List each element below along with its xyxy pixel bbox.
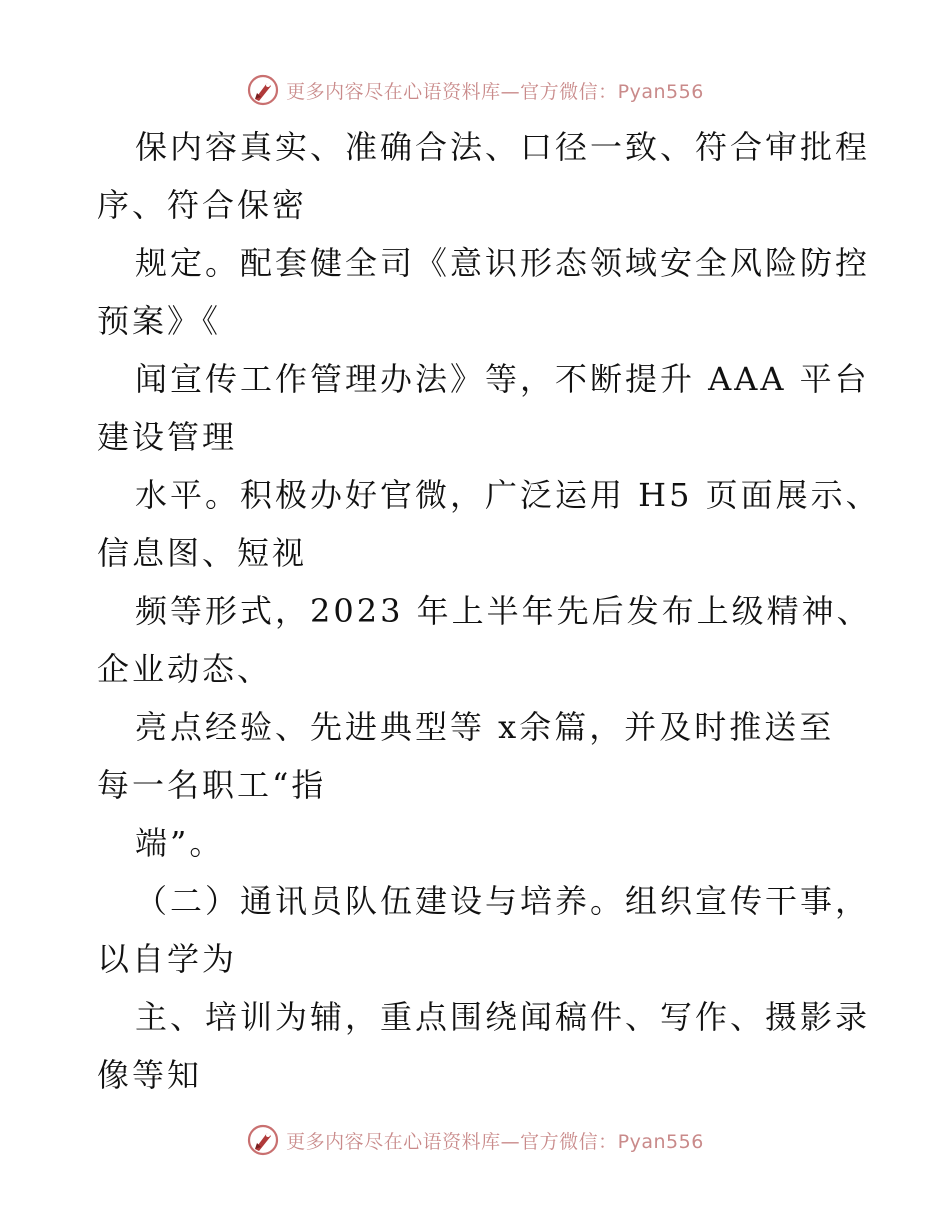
footer-watermark [0,1120,950,1160]
text-line: 预案》《 [97,302,222,340]
document-body [97,118,881,1104]
text-line: 水平。积极办好官微，广泛运用 H5 页面展示、 [135,476,881,514]
text-line: 规定。配套健全司《意识形态领域安全风险防控 [135,244,871,282]
text-line: 以自学为 [97,940,238,978]
text-line: 端”。 [135,824,225,862]
text-line: （二）通讯员队伍建设与培养。组织宣传干事， [135,882,871,920]
text-line: 闻宣传工作管理办法》等，不断提升 AAA 平台 [135,360,870,398]
text-line: 亮点经验、先进典型等 x余篇，并及时推送至 [135,708,835,746]
text-line: 建设管理 [97,418,238,456]
header-watermark [0,70,950,110]
watermark-text: 更多内容尽在心语资料库—官方微信：Pyan556 [286,80,704,103]
text-line: 企业动态、 [97,650,273,688]
watermark-text: 更多内容尽在心语资料库—官方微信：Pyan556 [286,1130,704,1153]
text-line: 序、符合保密 [97,186,308,224]
pen-nib-logo-icon [246,1123,280,1157]
pen-nib-logo-icon [246,73,280,107]
text-line: 像等知 [97,1056,203,1094]
text-line: 每一名职工“指 [97,766,327,804]
text-line: 信息图、短视 [97,534,308,572]
text-line: 频等形式，2023 年上半年先后发布上级精神、 [135,592,872,630]
text-line: 保内容真实、准确合法、口径一致、符合审批程 [135,128,871,166]
text-line: 主、培训为辅，重点围绕闻稿件、写作、摄影录 [135,998,871,1036]
